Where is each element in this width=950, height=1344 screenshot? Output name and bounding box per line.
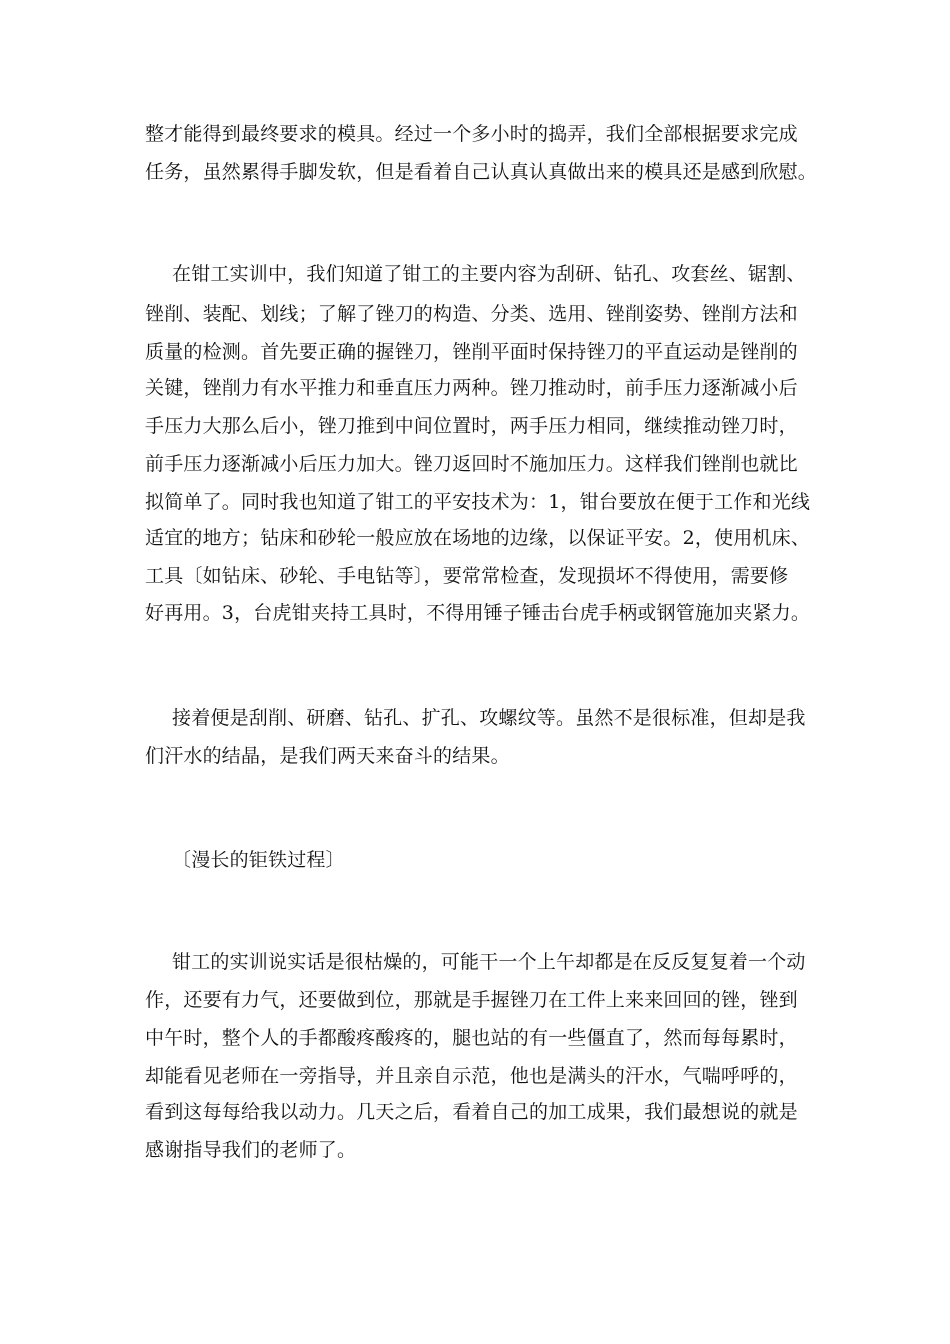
- paragraph-2-line-2: 锉削、装配、划线；了解了锉刀的构造、分类、选用、锉削姿势、锉削方法和: [145, 303, 798, 325]
- paragraph-5-line-5: 看到这每每给我以动力。几天之后，看着自己的加工成果，我们最想说的就是: [145, 1101, 798, 1123]
- paragraph-2-line-10: 好再用。3，台虎钳夹持工具时，不得用锤子锤击台虎手柄或钢管施加夹紧力。: [145, 602, 811, 624]
- paragraph-2-line-9: 工具〔如钻床、砂轮、手电钻等〕，要常常检查，发现损坏不得使用，需要修: [145, 565, 789, 587]
- paragraph-1-line-1: 整才能得到最终要求的模具。经过一个多小时的捣弄，我们全部根据要求完成: [145, 123, 798, 145]
- paragraph-5-line-3: 中午时，整个人的手都酸疼酸疼的，腿也站的有一些僵直了，然而每每累时，: [145, 1027, 798, 1049]
- paragraph-2-line-6: 前手压力逐渐减小后压力加大。锉刀返回时不施加压力。这样我们锉削也就比: [145, 453, 798, 475]
- paragraph-2-line-8: 适宜的地方；钻床和砂轮一般应放在场地的边缘，以保证平安。2，使用机床、: [145, 527, 811, 549]
- paragraph-2-line-4: 关键，锉削力有水平推力和垂直压力两种。锉刀推动时，前手压力逐渐减小后: [145, 377, 798, 399]
- paragraph-5-line-2: 作，还要有力气，还要做到位，那就是手握锉刀在工件上来来回回的锉，锉到: [145, 989, 798, 1011]
- section-subheading: 〔漫长的钜铁过程〕: [172, 849, 345, 871]
- paragraph-2-line-1: 在钳工实训中，我们知道了钳工的主要内容为刮研、钻孔、攻套丝、锯割、: [172, 263, 806, 285]
- paragraph-3-line-1: 接着便是刮削、研磨、钻孔、扩孔、攻螺纹等。虽然不是很标准，但却是我: [172, 707, 806, 729]
- paragraph-5-line-1: 钳工的实训说实话是很枯燥的，可能干一个上午却都是在反反复复着一个动: [172, 951, 806, 973]
- paragraph-2-line-3: 质量的检测。首先要正确的握锉刀，锉削平面时保持锉刀的平直运动是锉削的: [145, 341, 798, 363]
- paragraph-5-line-4: 却能看见老师在一旁指导，并且亲自示范，他也是满头的汗水，气喘呼呼的，: [145, 1065, 798, 1087]
- paragraph-1-line-2: 任务，虽然累得手脚发软，但是看着自己认真认真做出来的模具还是感到欣慰。: [145, 161, 818, 183]
- paragraph-2-line-5: 手压力大那么后小，锉刀推到中间位置时，两手压力相同，继续推动锉刀时，: [145, 415, 798, 437]
- paragraph-5-line-6: 感谢指导我们的老师了。: [145, 1139, 357, 1161]
- paragraph-3-line-2: 们汗水的结晶，是我们两天来奋斗的结果。: [145, 745, 510, 767]
- paragraph-2-line-7: 拟简单了。同时我也知道了钳工的平安技术为：1，钳台要放在便于工作和光线: [145, 491, 811, 513]
